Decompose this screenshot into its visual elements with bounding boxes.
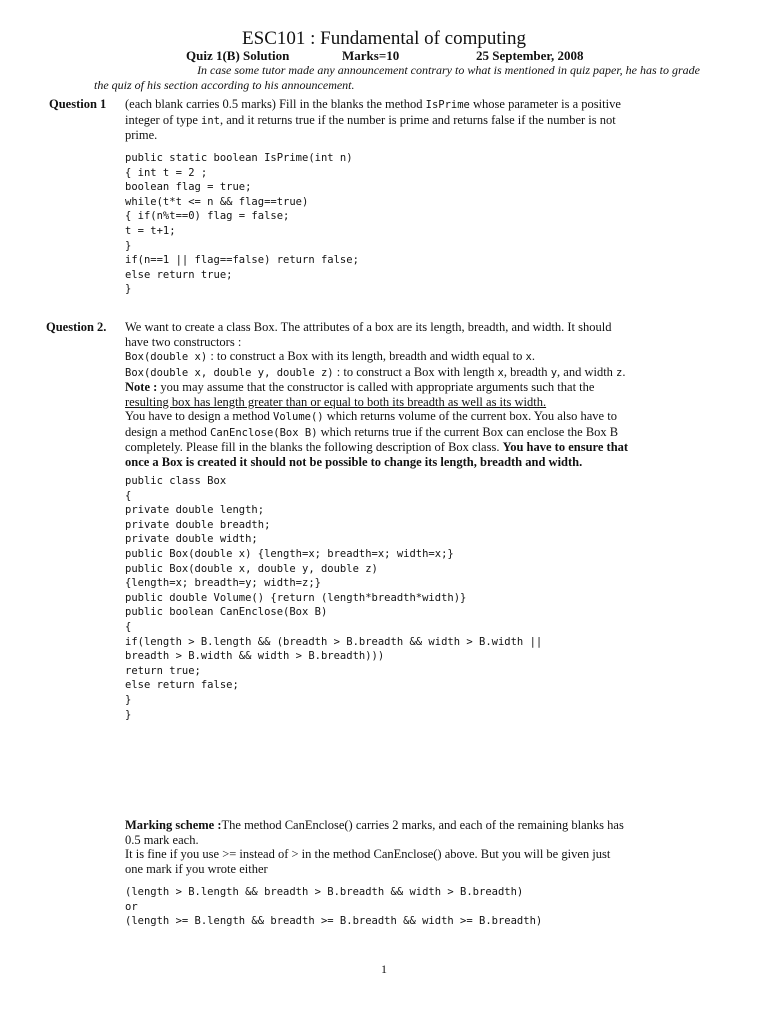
q2-code-block: [125, 474, 542, 722]
q2-bold-text: once a Box is created it should not be possible to change its length, breadth and width.: [125, 454, 583, 469]
q2-text-part: which returns true if the current Box can enclose the Box B: [317, 424, 619, 439]
code-line: public boolean CanEnclose(Box B): [125, 606, 328, 619]
q2-text-part: , breadth: [503, 364, 551, 379]
code-line: public double Volume() {return (length*breadth*width)}: [125, 591, 467, 604]
q1-text-part: whose parameter is a positive: [469, 97, 621, 111]
q2-text-part: : to construct a Box with length: [333, 364, 498, 379]
alternative-conditions: [125, 885, 542, 929]
q2-text-part: design a method: [125, 424, 211, 439]
q1-text-part: integer of type: [125, 112, 202, 127]
question-1-label: Question 1: [49, 97, 107, 111]
q2-text-part: You have to design a method: [125, 409, 274, 423]
code-line: { if(n%t==0) flag = false;: [125, 210, 290, 223]
code-line: if(n==1 || flag==false) return false;: [125, 254, 359, 267]
q1-text-part: (each blank carries 0.5 marks) Fill in the blanks the method: [125, 97, 426, 111]
constructor-1-signature: Box(double x): [125, 351, 208, 363]
code-line: public class Box: [125, 475, 227, 487]
q2-text-part: you may assume that the constructor is called with appropriate arguments such that the: [157, 380, 595, 394]
q2-text-part: z: [616, 366, 623, 379]
code-line: {length=x; breadth=y; width=z;}: [125, 577, 321, 590]
canenclose-method-name: CanEnclose(Box B): [210, 426, 318, 439]
code-line: return true;: [125, 664, 201, 677]
code-line: {: [125, 620, 132, 633]
q1-text-part: prime.: [125, 128, 158, 142]
code-line: public static boolean IsPrime(int n): [125, 152, 353, 164]
code-line: or: [125, 900, 138, 913]
marking-scheme-text: It is fine if you use >= instead of > in the method CanEnclose() above. But you will be given just: [125, 847, 611, 861]
code-line: {: [125, 489, 132, 502]
q2-text-part: , and width: [557, 364, 617, 379]
marking-scheme-text: one mark if you wrote either: [125, 861, 268, 876]
marks-label: Marks=10: [342, 48, 400, 63]
code-line: if(length > B.length && (breadth > B.breadth && width > B.width ||: [125, 635, 543, 648]
code-line: public Box(double x) {length=x; breadth=x; width=x;}: [125, 547, 454, 560]
q2-text-part: x: [497, 366, 504, 379]
marking-scheme-text: 0.5 mark each.: [125, 832, 199, 847]
tutor-note-line2: the quiz of his section according to his announcement.: [94, 77, 355, 92]
code-line: (length > B.length && breadth > B.breadth && width > B.breadth): [125, 886, 524, 898]
note-label: Note :: [125, 380, 158, 394]
q2-text-part: have two constructors :: [125, 334, 242, 349]
code-line: boolean flag = true;: [125, 181, 252, 194]
q2-bold-text: You have to ensure that: [502, 440, 629, 454]
code-line: breadth > B.width && width > B.breadth))): [125, 650, 385, 663]
q2-text-part: y: [550, 366, 558, 379]
q2-text-part: .: [531, 349, 535, 363]
code-line: { int t = 2 ;: [125, 166, 208, 179]
code-line: while(t*t <= n && flag==true): [125, 195, 309, 208]
q2-text-part: completely. Please fill in the blanks the following description of Box class.: [125, 440, 503, 454]
code-line: }: [125, 693, 132, 706]
constructor-2-signature: Box(double x, double y, double z): [125, 366, 334, 379]
q2-text-part: x: [525, 351, 532, 363]
q1-type-name: int: [201, 114, 220, 127]
question-2-label: Question 2.: [46, 320, 107, 334]
q1-text-part: , and it returns true if the number is prime and returns false if the number is not: [219, 112, 616, 127]
marking-scheme: [125, 818, 697, 876]
code-line: (length >= B.length && breadth >= B.breadth && width >= B.breadth): [125, 915, 543, 928]
code-line: public Box(double x, double y, double z): [125, 562, 378, 575]
quiz-label: Quiz 1(B) Solution: [186, 48, 290, 63]
document-title: ESC101 : Fundamental of computing: [242, 28, 526, 49]
code-line: t = t+1;: [125, 224, 176, 237]
code-line: else return false;: [125, 679, 239, 692]
q2-text-part: : to construct a Box with its length, breadth and width equal to: [207, 349, 526, 363]
marking-scheme-text: The method CanEnclose() carries 2 marks, and each of the remaining blanks has: [221, 818, 624, 832]
code-line: else return true;: [125, 268, 233, 281]
code-line: private double breadth;: [125, 518, 271, 531]
volume-method-name: Volume(): [273, 411, 324, 423]
question-1-text: [125, 97, 697, 143]
tutor-note: [94, 63, 700, 92]
code-line: private double length;: [125, 504, 265, 517]
code-line: private double width;: [125, 533, 258, 546]
q2-text-part: .: [622, 364, 626, 379]
marking-scheme-label: Marking scheme :: [125, 818, 222, 832]
date-label: 25 September, 2008: [476, 48, 584, 63]
q2-text-part: We want to create a class Box. The attributes of a box are its length, breadth, and width. It should: [125, 320, 612, 334]
page-number: 1: [381, 962, 387, 976]
code-line: }: [125, 239, 132, 252]
code-line: }: [125, 708, 132, 721]
code-line: }: [125, 283, 132, 296]
question-2-text: [125, 320, 697, 469]
tutor-note-line1: In case some tutor made any announcement contrary to what is mentioned in quiz paper, he has to grade: [197, 63, 700, 77]
q1-code-block: [125, 151, 359, 297]
q2-note-underlined: resulting box has length greater than or equal to both its breadth as well as its width.: [125, 394, 547, 409]
q1-method-name: IsPrime: [425, 99, 470, 111]
q2-text-part: which returns volume of the current box. You also have to: [323, 409, 617, 423]
